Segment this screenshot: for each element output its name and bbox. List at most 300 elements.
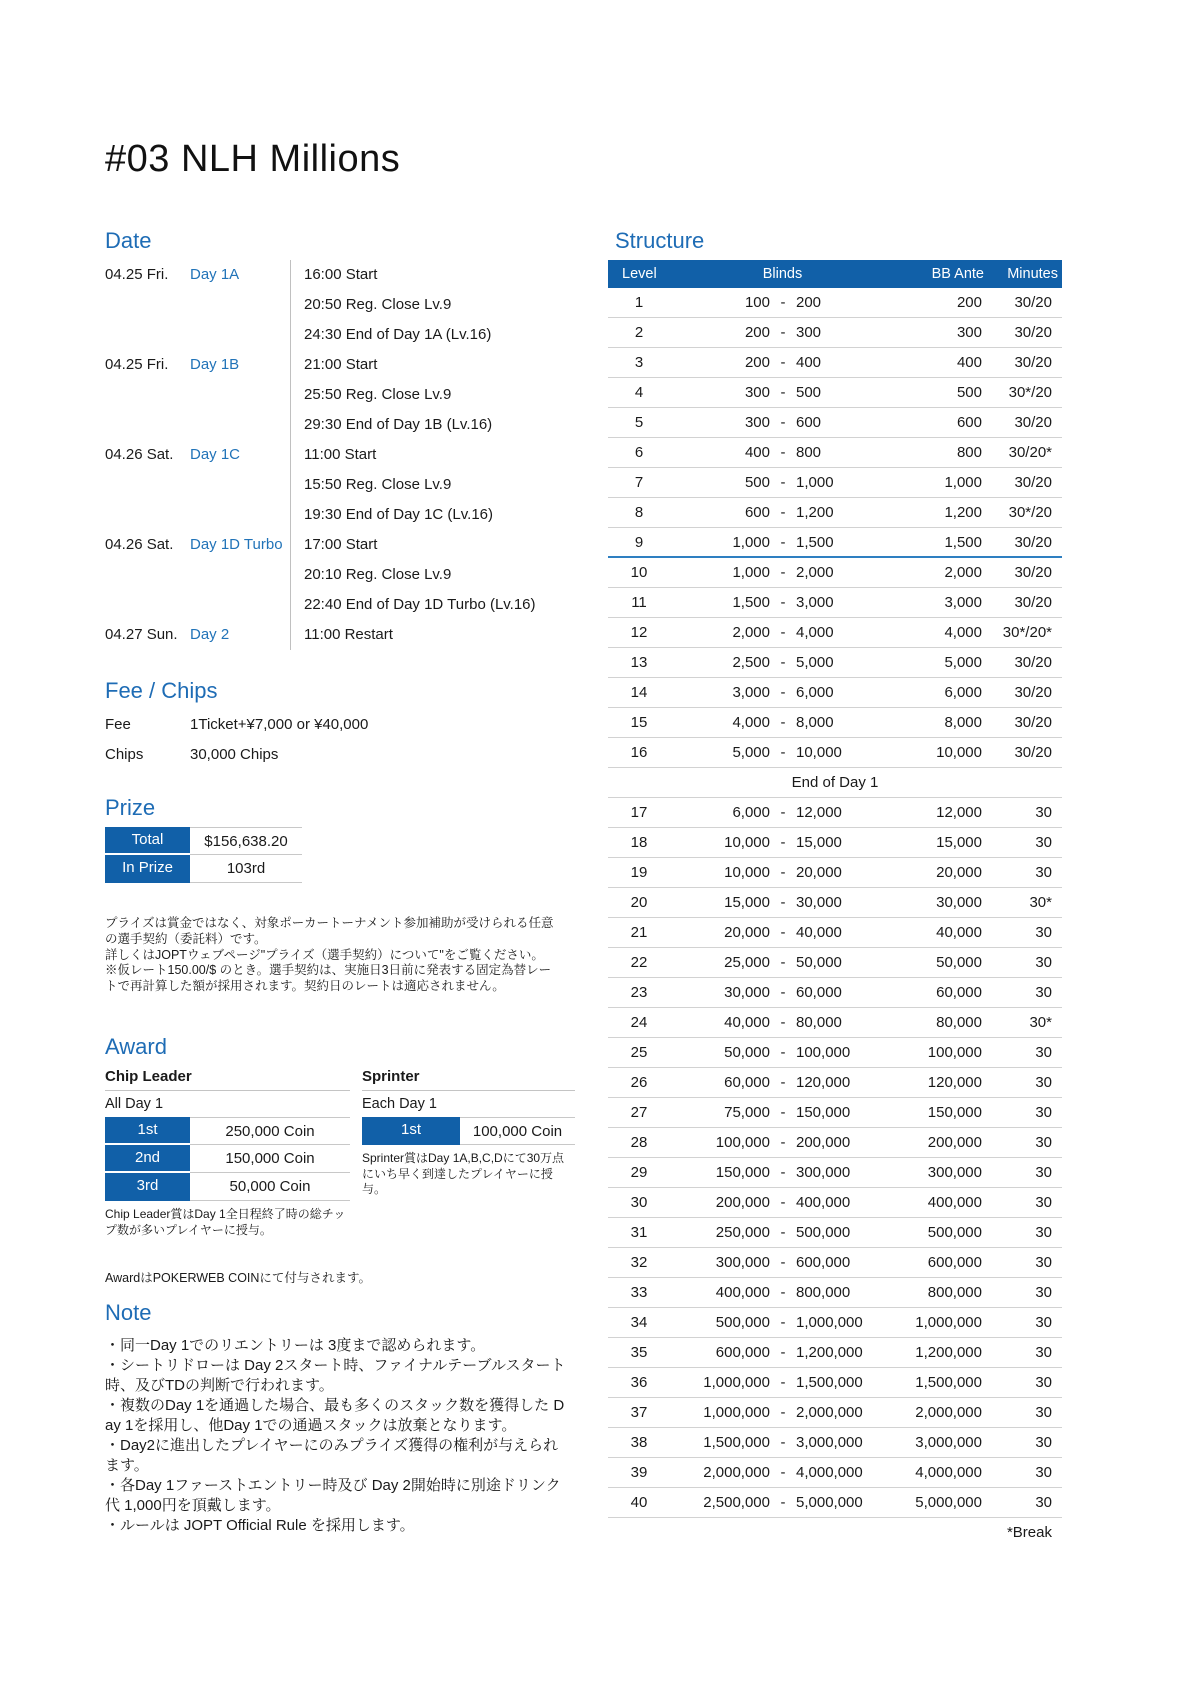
fee-chips-value: 1Ticket+¥7,000 or ¥40,000 (190, 716, 369, 733)
blinds-cell (670, 1428, 895, 1457)
blinds-cell (670, 978, 895, 1007)
blinds-cell (670, 438, 895, 467)
level-cell: 15 (630, 714, 648, 731)
small-blind: 10,000 (724, 864, 770, 881)
bb-ante-cell: 1,200 (944, 504, 982, 521)
date-value: 04.25 Fri. (105, 356, 169, 373)
structure-table (608, 260, 1062, 1548)
day-times (290, 620, 567, 650)
structure-row (608, 948, 1062, 978)
blinds-dash: - (780, 534, 786, 551)
minutes-cell: 30* (1029, 894, 1052, 911)
big-blind: 600,000 (796, 1254, 851, 1271)
time-entry: 19:30 End of Day 1C (Lv.16) (304, 506, 493, 523)
fee-chips-value: 30,000 Chips (190, 746, 279, 763)
bb-ante-cell: 1,000,000 (915, 1314, 982, 1331)
structure-row (608, 1248, 1062, 1278)
small-blind: 100,000 (715, 1134, 770, 1151)
level-cell: 38 (630, 1434, 648, 1451)
structure-row (608, 1398, 1062, 1428)
blinds-cell (670, 888, 895, 917)
blinds-dash: - (780, 834, 786, 851)
prize-row-label: Total (105, 827, 190, 855)
minutes-cell: 30 (1035, 1164, 1052, 1181)
blinds-cell (670, 528, 895, 557)
blinds-cell (670, 1398, 895, 1427)
prize-note-line: プライズは賞金ではなく、対象ポーカートーナメント参加補助が受けられる任意の選手契約（委託料）です。 (105, 916, 554, 946)
chip-leader-note: Chip Leader賞はDay 1全日程終了時の総チップ数が多いプレイヤーに授与。 (105, 1207, 346, 1237)
date-entry (105, 530, 567, 620)
blinds-dash: - (780, 1164, 786, 1181)
note-heading: Note (105, 1300, 152, 1325)
small-blind: 1,500 (732, 594, 770, 611)
minutes-cell: 30 (1035, 1134, 1052, 1151)
day-label: Day 2 (190, 626, 230, 643)
time-entry: 24:30 End of Day 1A (Lv.16) (304, 326, 492, 343)
minutes-cell: 30 (1035, 1074, 1052, 1091)
day-times (290, 350, 567, 440)
award-heading: Award (105, 1034, 167, 1059)
structure-row (608, 468, 1062, 498)
big-blind: 2,000,000 (796, 1404, 863, 1421)
fee-chips-label: Chips (105, 746, 144, 763)
big-blind: 1,200 (796, 504, 834, 521)
blinds-dash: - (780, 894, 786, 911)
fee-chips-section (105, 678, 567, 770)
minutes-cell: 30 (1035, 1284, 1052, 1301)
structure-section (608, 228, 1062, 1548)
structure-table-body (608, 288, 1062, 1518)
bb-ante-cell: 15,000 (936, 834, 982, 851)
time-entry: 25:50 Reg. Close Lv.9 (304, 386, 452, 403)
date-entry (105, 260, 567, 350)
blinds-dash: - (780, 474, 786, 491)
structure-heading: Structure (615, 228, 705, 253)
small-blind: 300 (744, 414, 770, 431)
bb-ante-cell: 500,000 (927, 1224, 982, 1241)
date-entry (105, 350, 567, 440)
big-blind: 1,500 (796, 534, 834, 551)
blinds-cell (670, 378, 895, 407)
blinds-cell (670, 1458, 895, 1487)
blinds-dash: - (780, 1254, 786, 1271)
structure-row (608, 1488, 1062, 1518)
big-blind: 300 (796, 324, 822, 341)
level-cell: 2 (634, 324, 644, 341)
blinds-cell (670, 1338, 895, 1367)
bb-ante-cell: 1,000 (944, 474, 982, 491)
day-label: Day 1A (190, 266, 240, 283)
bb-ante-cell: 50,000 (936, 954, 982, 971)
small-blind: 2,500 (732, 654, 770, 671)
blinds-cell (670, 408, 895, 437)
structure-row (608, 288, 1062, 318)
blinds-cell (670, 348, 895, 377)
blinds-dash: - (780, 924, 786, 941)
level-cell: 24 (630, 1014, 648, 1031)
minutes-cell: 30 (1035, 834, 1052, 851)
blinds-cell (670, 828, 895, 857)
big-blind: 800,000 (796, 1284, 851, 1301)
prize-heading: Prize (105, 795, 156, 820)
blinds-dash: - (780, 714, 786, 731)
small-blind: 300 (744, 384, 770, 401)
bb-ante-cell: 60,000 (936, 984, 982, 1001)
sprinter-note: Sprinter賞はDay 1A,B,C,Dにて30万点にいち早く到達したプレイヤーに授与。 (362, 1151, 565, 1196)
blinds-dash: - (780, 1374, 786, 1391)
big-blind: 15,000 (796, 834, 842, 851)
bb-ante-cell: 150,000 (927, 1104, 982, 1121)
small-blind: 250,000 (715, 1224, 770, 1241)
time-entry: 17:00 Start (304, 536, 378, 553)
blinds-cell (670, 498, 895, 527)
level-cell: 29 (630, 1164, 648, 1181)
date-value: 04.25 Fri. (105, 266, 169, 283)
level-cell: 20 (630, 894, 648, 911)
blinds-dash: - (780, 504, 786, 521)
structure-row (608, 1218, 1062, 1248)
date-table (105, 260, 567, 650)
blinds-cell (670, 558, 895, 587)
level-cell: 5 (634, 414, 644, 431)
blinds-dash: - (780, 984, 786, 1001)
blinds-cell (670, 1248, 895, 1277)
blinds-cell (670, 1278, 895, 1307)
blinds-dash: - (780, 354, 786, 371)
big-blind: 3,000,000 (796, 1434, 863, 1451)
big-blind: 100,000 (796, 1044, 851, 1061)
bb-ante-cell: 3,000 (944, 594, 982, 611)
level-cell: 28 (630, 1134, 648, 1151)
blinds-cell (670, 678, 895, 707)
big-blind: 6,000 (796, 684, 834, 701)
blinds-dash: - (780, 1194, 786, 1211)
time-entry: 11:00 Restart (304, 626, 393, 643)
prize-row-label: In Prize (105, 855, 190, 883)
level-cell: 16 (630, 744, 648, 761)
bb-ante-cell: 1,200,000 (915, 1344, 982, 1361)
award-row-value: 150,000 Coin (190, 1145, 350, 1173)
time-entry: 22:40 End of Day 1D Turbo (Lv.16) (304, 596, 536, 613)
prize-row (105, 855, 405, 883)
minutes-cell: 30 (1035, 1194, 1052, 1211)
level-cell: 19 (630, 864, 648, 881)
small-blind: 6,000 (732, 804, 770, 821)
small-blind: 5,000 (732, 744, 770, 761)
level-cell: 39 (630, 1464, 648, 1481)
bb-ante-cell: 800,000 (927, 1284, 982, 1301)
blinds-dash: - (780, 444, 786, 461)
award-row-value: 250,000 Coin (190, 1117, 350, 1145)
blinds-cell (670, 1158, 895, 1187)
blinds-cell (670, 1008, 895, 1037)
blinds-dash: - (780, 684, 786, 701)
blinds-cell (670, 1038, 895, 1067)
big-blind: 4,000 (796, 624, 834, 641)
minutes-cell: 30 (1035, 954, 1052, 971)
blinds-cell (670, 1188, 895, 1217)
small-blind: 400 (744, 444, 770, 461)
big-blind: 60,000 (796, 984, 842, 1001)
blinds-cell (670, 1488, 895, 1517)
minutes-cell: 30/20 (1014, 564, 1052, 581)
minutes-cell: 30/20* (1008, 444, 1052, 461)
minutes-cell: 30 (1035, 984, 1052, 1001)
level-cell: 37 (630, 1404, 648, 1421)
small-blind: 150,000 (715, 1164, 770, 1181)
date-value: 04.26 Sat. (105, 536, 174, 553)
structure-row (608, 1008, 1062, 1038)
date-heading: Date (105, 228, 152, 253)
bb-ante-cell: 500 (956, 384, 982, 401)
big-blind: 20,000 (796, 864, 842, 881)
minutes-cell: 30 (1035, 1224, 1052, 1241)
small-blind: 2,000,000 (703, 1464, 770, 1481)
note-item: ・ルールは JOPT Official Rule を採用します。 (105, 1517, 415, 1534)
award-footnote: AwardはPOKERWEB COINにて付与されます。 (105, 1271, 371, 1285)
level-cell: 34 (630, 1314, 648, 1331)
blinds-dash: - (780, 954, 786, 971)
award-row (105, 1145, 350, 1173)
blinds-cell (670, 468, 895, 497)
chip-leader-table (105, 1117, 350, 1201)
big-blind: 8,000 (796, 714, 834, 731)
small-blind: 500,000 (715, 1314, 770, 1331)
level-cell: 7 (634, 474, 644, 491)
minutes-cell: 30/20 (1014, 654, 1052, 671)
minutes-cell: 30/20 (1014, 534, 1052, 551)
blinds-dash: - (780, 1284, 786, 1301)
sprinter-subtitle: Each Day 1 (362, 1096, 437, 1112)
small-blind: 400,000 (715, 1284, 770, 1301)
award-row-label: 2nd (105, 1145, 190, 1173)
day-label: Day 1B (190, 356, 240, 373)
blinds-dash: - (780, 1014, 786, 1031)
level-cell: 35 (630, 1344, 648, 1361)
bb-ante-cell: 200 (956, 294, 982, 311)
sprinter-title: Sprinter (362, 1068, 575, 1091)
level-cell: 9 (634, 534, 644, 551)
prize-note-line: ※仮レート150.00/$ のとき。選手契約は、実施日3日前に発表する固定為替レートで再計算した額が採用されます。契約日のレートは適応されません。 (105, 963, 552, 994)
small-blind: 200 (744, 354, 770, 371)
small-blind: 1,000 (732, 534, 770, 551)
bb-ante-cell: 20,000 (936, 864, 982, 881)
prize-section (105, 795, 405, 883)
small-blind: 50,000 (724, 1044, 770, 1061)
prize-note-line: 詳しくはJOPTウェブページ"プライズ（選手契約）について"をご覧ください。 (105, 947, 544, 962)
level-cell: 26 (630, 1074, 648, 1091)
small-blind: 20,000 (724, 924, 770, 941)
bb-ante-cell: 6,000 (944, 684, 982, 701)
level-cell: 25 (630, 1044, 648, 1061)
minutes-cell: 30/20 (1014, 294, 1052, 311)
blinds-cell (670, 738, 895, 767)
big-blind: 200,000 (796, 1134, 851, 1151)
structure-row (608, 1098, 1062, 1128)
blinds-cell (670, 648, 895, 677)
blinds-cell (670, 288, 895, 317)
level-cell: 31 (630, 1224, 648, 1241)
blinds-dash: - (780, 1464, 786, 1481)
blinds-cell (670, 1068, 895, 1097)
structure-row (608, 1188, 1062, 1218)
small-blind: 200,000 (715, 1194, 770, 1211)
small-blind: 2,000 (732, 624, 770, 641)
big-blind: 120,000 (796, 1074, 851, 1091)
blinds-dash: - (780, 744, 786, 761)
small-blind: 1,500,000 (703, 1434, 770, 1451)
level-cell: 1 (634, 294, 644, 311)
blinds-dash: - (780, 564, 786, 581)
small-blind: 4,000 (732, 714, 770, 731)
page-title: #03 NLH Millions (105, 138, 401, 180)
structure-row (608, 1158, 1062, 1188)
date-entry (105, 620, 567, 650)
award-row (105, 1117, 350, 1145)
blinds-dash: - (780, 1314, 786, 1331)
bb-ante-cell: 100,000 (927, 1044, 982, 1061)
time-entry: 20:10 Reg. Close Lv.9 (304, 566, 452, 583)
level-cell: 10 (630, 564, 648, 581)
minutes-cell: 30 (1035, 864, 1052, 881)
structure-row (608, 858, 1062, 888)
blinds-dash: - (780, 384, 786, 401)
big-blind: 80,000 (796, 1014, 842, 1031)
bb-ante-cell: 40,000 (936, 924, 982, 941)
level-cell: 27 (630, 1104, 648, 1121)
structure-row (608, 1038, 1062, 1068)
structure-row (608, 558, 1062, 588)
small-blind: 30,000 (724, 984, 770, 1001)
bb-ante-cell: 300,000 (927, 1164, 982, 1181)
structure-row (608, 978, 1062, 1008)
blinds-cell (670, 1128, 895, 1157)
structure-row (608, 888, 1062, 918)
date-section (105, 228, 567, 650)
bb-ante-cell: 4,000 (944, 624, 982, 641)
blinds-dash: - (780, 624, 786, 641)
blinds-dash: - (780, 294, 786, 311)
structure-row (608, 408, 1062, 438)
time-entry: 16:00 Start (304, 266, 378, 283)
bb-ante-cell: 300 (956, 324, 982, 341)
break-note: *Break (1006, 1524, 1052, 1541)
blinds-cell (670, 618, 895, 647)
blinds-cell (670, 1218, 895, 1247)
big-blind: 1,500,000 (796, 1374, 863, 1391)
award-row-label: 1st (105, 1117, 190, 1145)
time-entry: 15:50 Reg. Close Lv.9 (304, 476, 452, 493)
blinds-dash: - (780, 864, 786, 881)
big-blind: 10,000 (796, 744, 842, 761)
minutes-cell: 30/20 (1014, 354, 1052, 371)
big-blind: 400,000 (796, 1194, 851, 1211)
fee-chips-heading: Fee / Chips (105, 678, 218, 703)
blinds-cell (670, 1308, 895, 1337)
blinds-dash: - (780, 654, 786, 671)
level-cell: 11 (631, 594, 647, 611)
time-entry: 20:50 Reg. Close Lv.9 (304, 296, 452, 313)
big-blind: 500,000 (796, 1224, 851, 1241)
minutes-cell: 30 (1035, 1254, 1052, 1271)
column-header-level: Level (622, 266, 657, 282)
prize-row-value: 103rd (190, 855, 302, 883)
structure-row (608, 1428, 1062, 1458)
big-blind: 1,000,000 (796, 1314, 863, 1331)
structure-table-header (608, 260, 1062, 288)
blinds-dash: - (780, 324, 786, 341)
small-blind: 1,000,000 (703, 1404, 770, 1421)
day-times (290, 440, 567, 530)
bb-ante-cell: 200,000 (927, 1134, 982, 1151)
note-item: ・各Day 1ファーストエントリー時及び Day 2開始時に別途ドリンク代 1,000円を頂戴します。 (105, 1477, 561, 1514)
level-cell: 17 (630, 804, 648, 821)
small-blind: 1,000 (732, 564, 770, 581)
award-row-value: 100,000 Coin (460, 1117, 575, 1145)
level-cell: 23 (630, 984, 648, 1001)
end-of-day-label: End of Day 1 (791, 774, 879, 791)
bb-ante-cell: 5,000,000 (915, 1494, 982, 1511)
minutes-cell: 30 (1035, 1374, 1052, 1391)
small-blind: 500 (744, 474, 770, 491)
small-blind: 60,000 (724, 1074, 770, 1091)
structure-row (608, 1278, 1062, 1308)
blinds-dash: - (780, 1044, 786, 1061)
award-row (105, 1173, 350, 1201)
date-entry (105, 440, 567, 530)
big-blind: 1,200,000 (796, 1344, 863, 1361)
bb-ante-cell: 3,000,000 (915, 1434, 982, 1451)
big-blind: 1,000 (796, 474, 834, 491)
date-value: 04.27 Sun. (105, 626, 178, 643)
day-times (290, 260, 567, 350)
structure-row (608, 918, 1062, 948)
blinds-dash: - (780, 1104, 786, 1121)
minutes-cell: 30/20 (1014, 324, 1052, 341)
bb-ante-cell: 800 (956, 444, 982, 461)
award-section (105, 1034, 580, 1314)
structure-row (608, 438, 1062, 468)
structure-row (608, 1368, 1062, 1398)
minutes-cell: 30 (1035, 1314, 1052, 1331)
minutes-cell: 30*/20 (1008, 384, 1052, 401)
blinds-dash: - (780, 1434, 786, 1451)
level-cell: 14 (630, 684, 648, 701)
minutes-cell: 30 (1035, 1044, 1052, 1061)
structure-row (608, 648, 1062, 678)
time-entry: 11:00 Start (304, 446, 377, 463)
small-blind: 40,000 (724, 1014, 770, 1031)
minutes-cell: 30 (1035, 1404, 1052, 1421)
blinds-dash: - (780, 804, 786, 821)
bb-ante-cell: 1,500,000 (915, 1374, 982, 1391)
minutes-cell: 30/20 (1014, 714, 1052, 731)
bb-ante-cell: 10,000 (936, 744, 982, 761)
big-blind: 400 (796, 354, 822, 371)
blinds-cell (670, 1368, 895, 1397)
big-blind: 2,000 (796, 564, 834, 581)
fee-chips-label: Fee (105, 716, 131, 733)
fee-chips-table (105, 710, 567, 770)
small-blind: 3,000 (732, 684, 770, 701)
minutes-cell: 30 (1035, 1344, 1052, 1361)
big-blind: 800 (796, 444, 822, 461)
structure-row (608, 618, 1062, 648)
structure-row (608, 348, 1062, 378)
small-blind: 600,000 (715, 1344, 770, 1361)
bb-ante-cell: 80,000 (936, 1014, 982, 1031)
blinds-dash: - (780, 1494, 786, 1511)
